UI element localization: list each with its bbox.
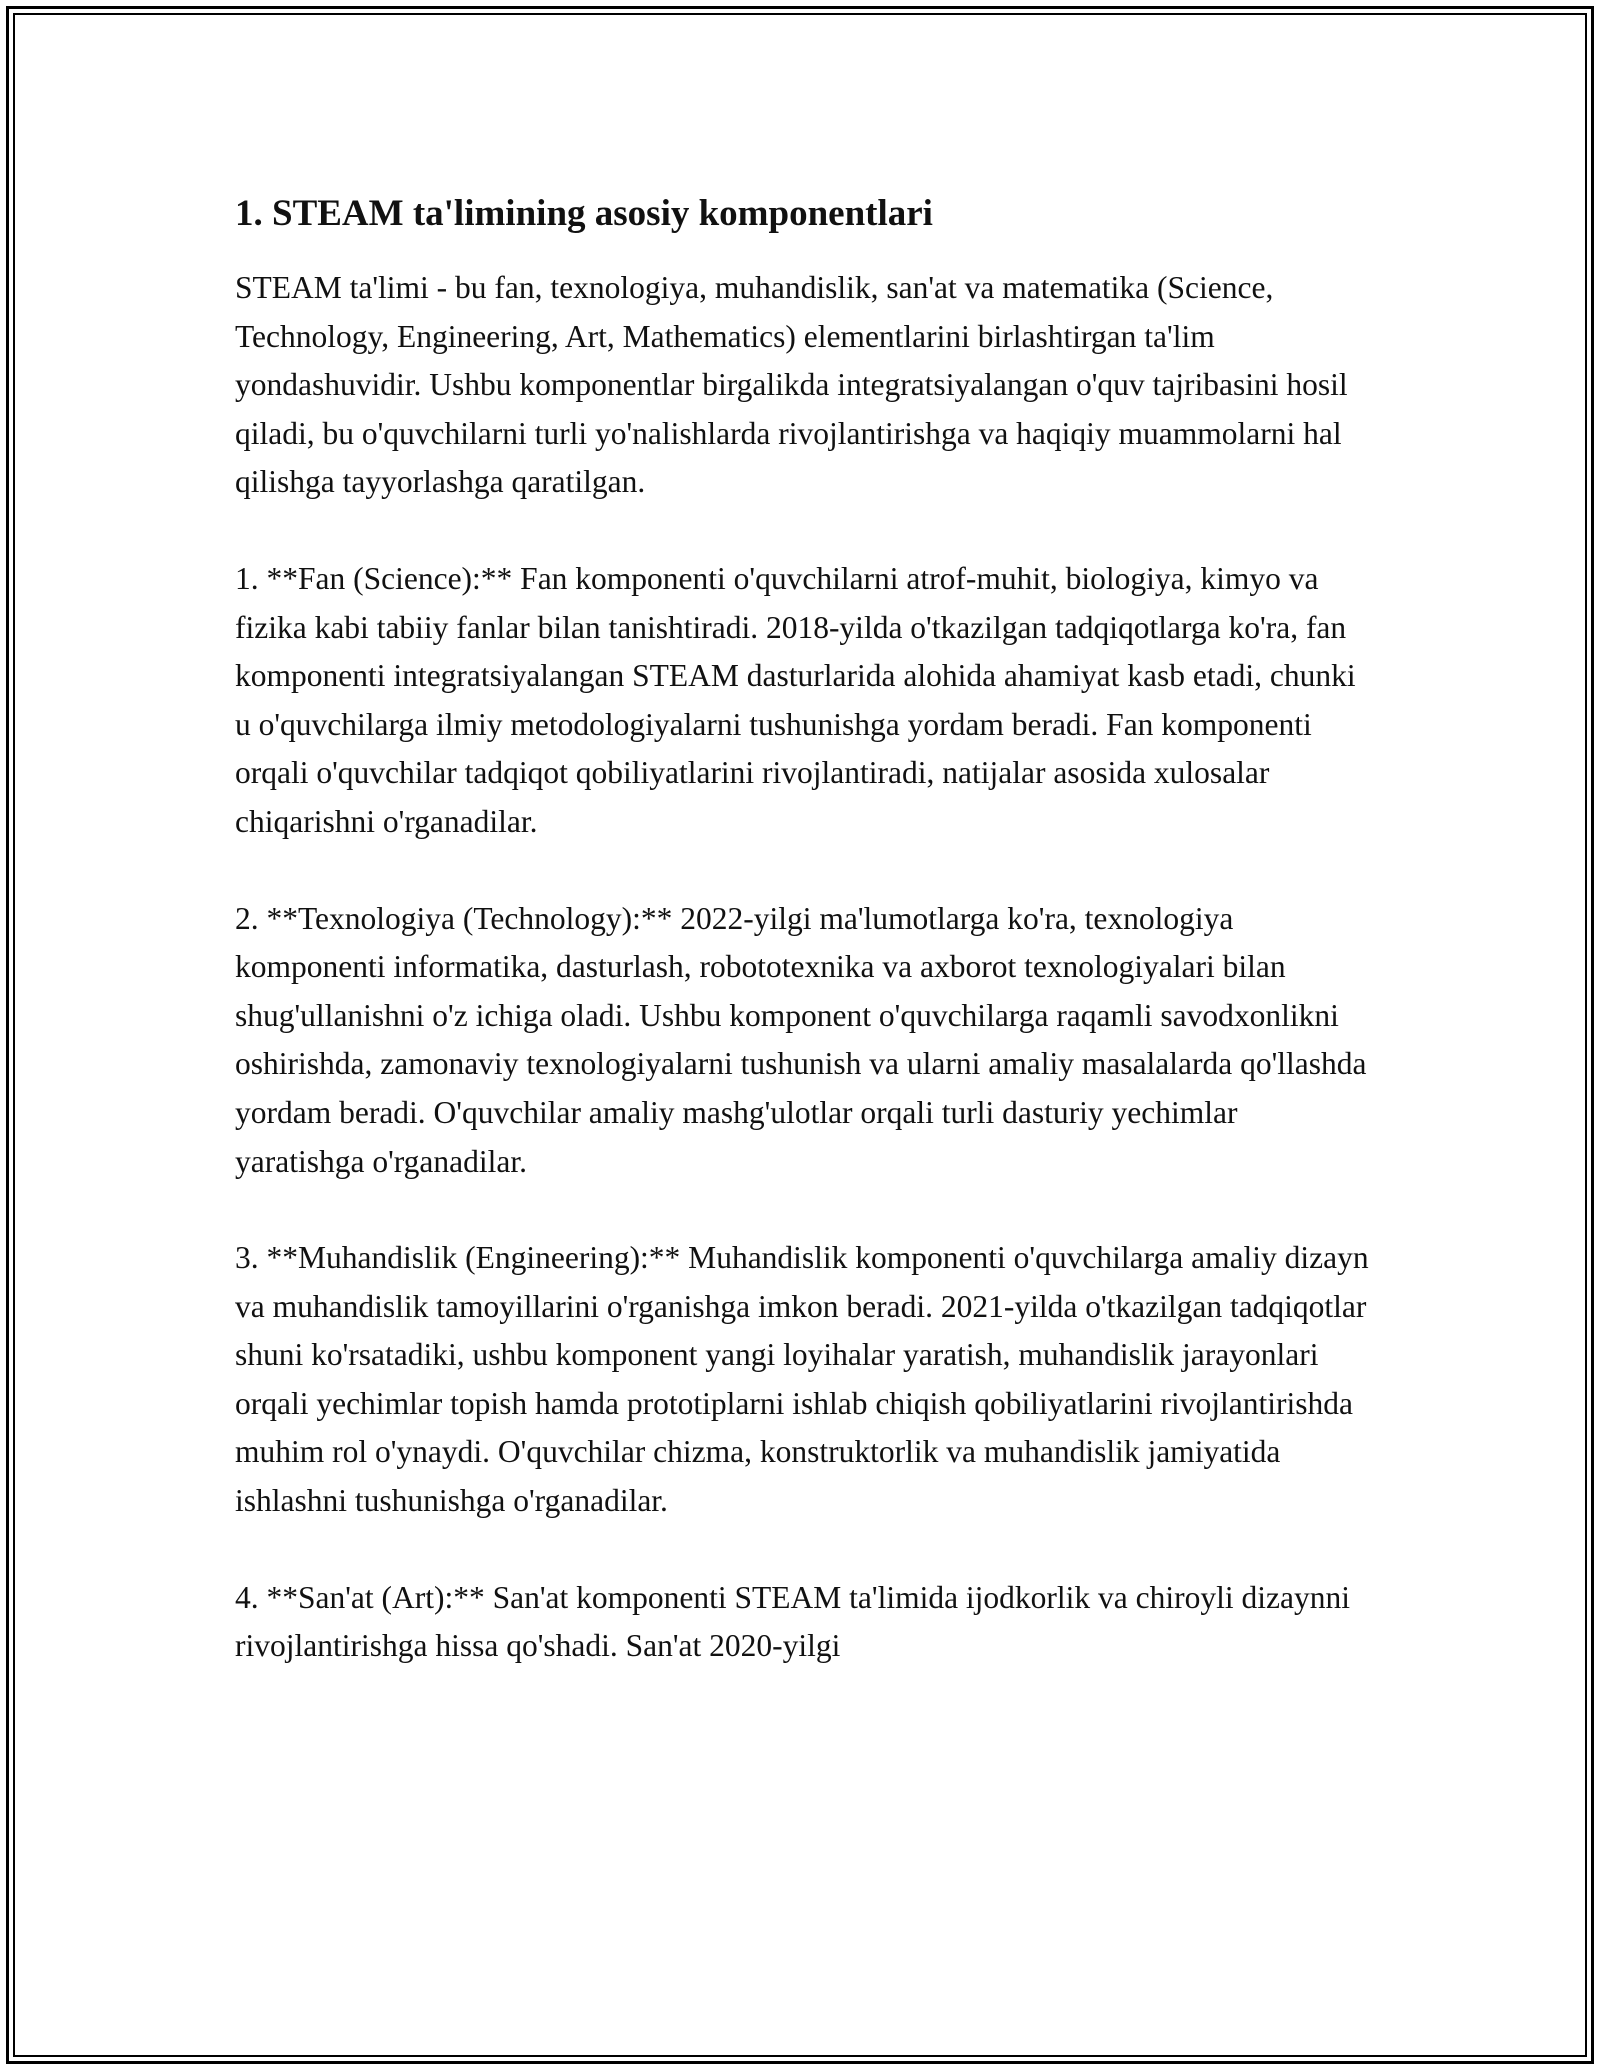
- paragraph-science: 1. **Fan (Science):** Fan komponenti o'quvchilarni atrof-muhit, biologiya, kimyo va fizika kabi tabiiy fanlar bilan tanishtiradi. 2018-yilda o'tkazilgan tadqiqotlarga ko'ra, fan komponenti integratsiyalangan STEAM dasturlarida alohida ahamiyat kasb etadi, chunki u o'quvchilarga ilmiy metodologiyalarni tushunishga yordam beradi. Fan komponenti orqali o'quvchilar tadqiqot qobiliyatlarini rivojlantiradi, natijalar asosida xulosalar chiqarishni o'rganadilar.: [235, 560, 1356, 839]
- paragraph-art: 4. **San'at (Art):** San'at komponenti STEAM ta'limida ijodkorlik va chiroyli dizaynni rivojlantirishga hissa qo'shadi. San'at 2020-yilgi: [235, 1579, 1350, 1664]
- intro-paragraph: STEAM ta'limi - bu fan, texnologiya, muhandislik, san'at va matematika (Science, Technology, Engineering, Art, Mathematics) elementlarini birlashtirgan ta'lim yondashuvidir. Ushbu komponentlar birgalikda integratsiyalangan o'quv tajribasini hosil qiladi, bu o'quvchilarni turli yo'nalishlarda rivojlantirishga va haqiqiy muammolarni hal qilishga tayyorlashga qaratilgan.: [235, 270, 1348, 500]
- document-body: [235, 186, 1370, 1719]
- paragraph-technology: 2. **Texnologiya (Technology):** 2022-yilgi ma'lumotlarga ko'ra, texnologiya komponenti informatika, dasturlash, robototexnika va axborot texnologiyalari bilan shug'ullanishni o'z ichiga oladi. Ushbu komponent o'quvchilarga raqamli savodxonlikni oshirishda, zamonaviy texnologiyalarni tushunish va ularni amaliy masalalarda qo'llashda yordam beradi. O'quvchilar amaliy mashg'ulotlar orqali turli dasturiy yechimlar yaratishga o'rganadilar.: [235, 900, 1367, 1179]
- section-heading: 1. STEAM ta'limining asosiy komponentlari: [235, 193, 933, 234]
- paragraph-engineering: 3. **Muhandislik (Engineering):** Muhandislik komponenti o'quvchilarga amaliy dizayn va muhandislik tamoyillarini o'rganishga imkon beradi. 2021-yilda o'tkazilgan tadqiqotlar shuni ko'rsatadiki, ushbu komponent yangi loyihalar yaratish, muhandislik jarayonlari orqali yechimlar topish hamda prototiplarni ishlab chiqish qobiliyatlarini rivojlantirishda muhim rol o'ynaydi. O'quvchilar chizma, konstruktorlik va muhandislik jamiyatida ishlashni tushunishga o'rganadilar.: [235, 1240, 1369, 1519]
